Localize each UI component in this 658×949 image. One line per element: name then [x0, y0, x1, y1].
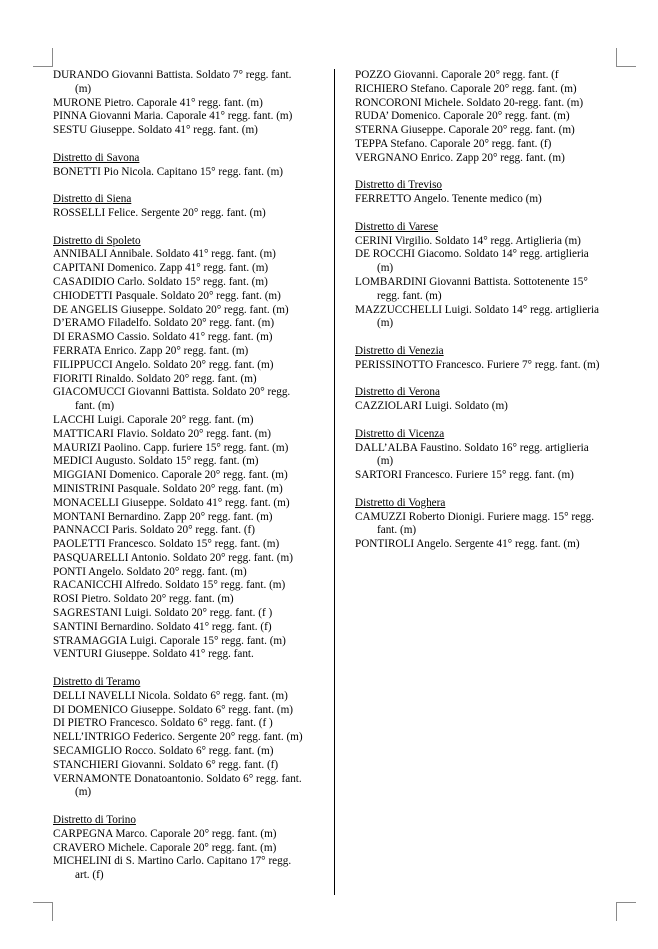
- district-section: [355, 428, 616, 483]
- entry-text: BONETTI Pio Nicola. Capitano 15° regg. fant. (m): [53, 165, 284, 178]
- entry-text: MICHELINI di S. Martino Carlo. Capitano 17° regg.: [53, 855, 292, 868]
- crop-mark-top-left: [52, 48, 53, 67]
- entry-continuation: fant. (m): [75, 400, 115, 413]
- soldier-entry: [53, 483, 314, 497]
- district-section: [355, 69, 616, 166]
- soldier-entry: [53, 497, 314, 511]
- entry-text: RACANICCHI Alfredo. Soldato 15° regg. fant. (m): [53, 579, 286, 592]
- soldier-entry: [53, 124, 314, 138]
- soldier-entry: [53, 373, 314, 387]
- entry-text: GIACOMUCCI Giovanni Battista. Soldato 20° regg.: [53, 386, 291, 399]
- soldier-entry: [355, 511, 616, 539]
- entry-text: MURONE Pietro. Caporale 41° regg. fant. (m): [53, 96, 263, 109]
- entry-text: MIGGIANI Domenico. Caporale 20° regg. fant. (m): [53, 469, 288, 482]
- soldier-entry: [53, 166, 314, 180]
- entry-text: NELL’INTRIGO Federico. Sergente 20° regg. fant. (m): [53, 731, 303, 744]
- soldier-entry: [355, 138, 616, 152]
- soldier-entry: [53, 635, 314, 649]
- crop-mark-bottom-left: [52, 902, 53, 921]
- district-heading: Distretto di Vicenza: [355, 427, 445, 440]
- entry-text: SECAMIGLIO Rocco. Soldato 6° regg. fant. (m): [53, 745, 274, 758]
- entry-text: STRAMAGGIA Luigi. Caporale 15° regg. fant. (m): [53, 634, 286, 647]
- soldier-entry: [53, 359, 314, 373]
- soldier-entry: [53, 759, 314, 773]
- entry-text: PANNACCI Paris. Soldato 20° regg. fant. (f): [53, 524, 256, 537]
- entry-text: ROSSELLI Felice. Sergente 20° regg. fant. (m): [53, 206, 266, 219]
- district-heading: Distretto di Venezia: [355, 344, 444, 357]
- soldier-entry: [53, 455, 314, 469]
- soldier-entry: [53, 428, 314, 442]
- district-section: [355, 221, 616, 331]
- entry-text: CHIODETTI Pasquale. Soldato 20° regg. fant. (m): [53, 289, 281, 302]
- soldier-entry: [53, 745, 314, 759]
- entry-text: DALL’ALBA Faustino. Soldato 16° regg. artiglieria: [355, 441, 589, 454]
- entry-continuation: regg. fant. (m): [377, 289, 442, 302]
- soldier-entry: [53, 648, 314, 662]
- entry-text: SAGRESTANI Luigi. Soldato 20° regg. fant. (f ): [53, 607, 273, 620]
- entry-continuation: art. (f): [75, 869, 104, 882]
- entry-text: MEDICI Augusto. Soldato 15° regg. fant. (m): [53, 455, 259, 468]
- right-column: [355, 69, 616, 566]
- entry-text: MATTICARI Flavio. Soldato 20° regg. fant. (m): [53, 427, 271, 440]
- district-section: [53, 235, 314, 663]
- soldier-entry: [53, 386, 314, 414]
- entry-text: CASADIDIO Carlo. Soldato 15° regg. fant. (m): [53, 275, 268, 288]
- soldier-entry: [53, 442, 314, 456]
- soldier-entry: [355, 469, 616, 483]
- soldier-entry: [355, 538, 616, 552]
- entry-text: DE ANGELIS Giuseppe. Soldato 20° regg. fant. (m): [53, 303, 289, 316]
- soldier-entry: [53, 855, 314, 883]
- soldier-entry: [355, 110, 616, 124]
- entry-text: STERNA Giuseppe. Caporale 20° regg. fant. (m): [355, 124, 575, 137]
- soldier-entry: [53, 773, 314, 801]
- entry-text: CARPEGNA Marco. Caporale 20° regg. fant. (m): [53, 827, 277, 840]
- soldier-entry: [355, 83, 616, 97]
- soldier-entry: [53, 621, 314, 635]
- soldier-entry: [53, 248, 314, 262]
- entry-text: MAZZUCCHELLI Luigi. Soldato 14° regg. artiglieria: [355, 303, 600, 316]
- soldier-entry: [53, 97, 314, 111]
- entry-continuation: (m): [377, 317, 394, 330]
- soldier-entry: [355, 235, 616, 249]
- entry-text: VERGNANO Enrico. Zapp 20° regg. fant. (m): [355, 151, 565, 164]
- district-section: [53, 152, 314, 180]
- soldier-entry: [53, 276, 314, 290]
- district-section: [355, 497, 616, 552]
- entry-text: MINISTRINI Pasquale. Soldato 20° regg. fant. (m): [53, 482, 283, 495]
- soldier-entry: [53, 304, 314, 318]
- entry-text: DI ERASMO Cassio. Soldato 41° regg. fant. (m): [53, 331, 273, 344]
- entry-text: SESTU Giuseppe. Soldato 41° regg. fant. (m): [53, 124, 258, 137]
- crop-mark-bottom-right: [616, 902, 617, 921]
- entry-text: DE ROCCHI Giacomo. Soldato 14° regg. artiglieria: [355, 248, 589, 261]
- entry-text: STANCHIERI Giovanni. Soldato 6° regg. fant. (f): [53, 758, 279, 771]
- entry-text: FIORITI Rinaldo. Soldato 20° regg. fant. (m): [53, 372, 257, 385]
- entry-continuation: fant. (m): [377, 524, 417, 537]
- entry-text: MONTANI Bernardino. Zapp 20° regg. fant. (m): [53, 510, 273, 523]
- district-section: [53, 814, 314, 883]
- soldier-entry: [53, 511, 314, 525]
- soldier-entry: [53, 538, 314, 552]
- soldier-entry: [53, 290, 314, 304]
- district-heading: Distretto di Torino: [53, 814, 136, 827]
- soldier-entry: [53, 704, 314, 718]
- district-heading: Distretto di Spoleto: [53, 234, 141, 247]
- district-section: [53, 676, 314, 800]
- entry-continuation: (m): [377, 455, 394, 468]
- entry-text: TEPPA Stefano. Caporale 20° regg. fant. (f): [355, 137, 552, 150]
- district-heading: Distretto di Savona: [53, 151, 140, 164]
- crop-mark-bottom-left: [33, 902, 52, 903]
- entry-text: CAZZIOLARI Luigi. Soldato (m): [355, 400, 508, 413]
- entry-text: CAPITANI Domenico. Zapp 41° regg. fant. (m): [53, 262, 269, 275]
- crop-mark-top-right: [616, 48, 617, 67]
- soldier-entry: [355, 248, 616, 276]
- soldier-entry: [53, 317, 314, 331]
- entry-text: RONCORONI Michele. Soldato 20-regg. fant. (m): [355, 96, 584, 109]
- soldier-entry: [53, 593, 314, 607]
- entry-text: PONTI Angelo. Soldato 20° regg. fant. (m): [53, 565, 247, 578]
- entry-continuation: (m): [75, 82, 92, 95]
- entry-text: FERRETTO Angelo. Tenente medico (m): [355, 193, 542, 206]
- soldier-entry: [355, 69, 616, 83]
- entry-text: CRAVERO Michele. Caporale 20° regg. fant. (m): [53, 841, 277, 854]
- entry-text: LOMBARDINI Giovanni Battista. Sottotenente 15°: [355, 275, 588, 288]
- soldier-entry: [53, 110, 314, 124]
- entry-text: POZZO Giovanni. Caporale 20° regg. fant. (f: [355, 69, 559, 81]
- soldier-entry: [53, 469, 314, 483]
- soldier-entry: [355, 152, 616, 166]
- soldier-entry: [355, 400, 616, 414]
- column-divider: [334, 69, 335, 895]
- entry-text: SANTINI Bernardino. Soldato 41° regg. fant. (f): [53, 620, 272, 633]
- entry-text: FILIPPUCCI Angelo. Soldato 20° regg. fant. (m): [53, 358, 274, 371]
- entry-text: ROSI Pietro. Soldato 20° regg. fant. (m): [53, 593, 234, 606]
- soldier-entry: [355, 359, 616, 373]
- district-heading: Distretto di Varese: [355, 220, 439, 233]
- entry-text: CERINI Virgilio. Soldato 14° regg. Artiglieria (m): [355, 234, 581, 247]
- soldier-entry: [53, 262, 314, 276]
- entry-text: DURANDO Giovanni Battista. Soldato 7° regg. fant.: [53, 69, 292, 81]
- soldier-entry: [53, 69, 314, 97]
- soldier-entry: [53, 828, 314, 842]
- soldier-entry: [53, 207, 314, 221]
- soldier-entry: [355, 193, 616, 207]
- district-heading: Distretto di Teramo: [53, 676, 141, 689]
- soldier-entry: [355, 442, 616, 470]
- entry-text: DI DOMENICO Giuseppe. Soldato 6° regg. fant. (m): [53, 703, 293, 716]
- soldier-entry: [53, 607, 314, 621]
- district-heading: Distretto di Voghera: [355, 496, 446, 509]
- entry-text: PASQUARELLI Antonio. Soldato 20° regg. fant. (m): [53, 551, 293, 564]
- entry-text: PONTIROLI Angelo. Sergente 41° regg. fant. (m): [355, 538, 580, 551]
- district-section: [355, 179, 616, 207]
- soldier-entry: [53, 566, 314, 580]
- entry-continuation: (m): [377, 262, 394, 275]
- soldier-entry: [53, 524, 314, 538]
- soldier-entry: [53, 552, 314, 566]
- soldier-entry: [53, 345, 314, 359]
- entry-text: PERISSINOTTO Francesco. Furiere 7° regg. fant. (m): [355, 358, 600, 371]
- entry-text: RICHIERO Stefano. Caporale 20° regg. fant. (m): [355, 82, 577, 95]
- entry-text: VENTURI Giuseppe. Soldato 41° regg. fant.: [53, 648, 254, 661]
- soldier-entry: [53, 331, 314, 345]
- soldier-entry: [53, 717, 314, 731]
- entry-text: DI PIETRO Francesco. Soldato 6° regg. fant. (f ): [53, 717, 273, 730]
- entry-text: PAOLETTI Francesco. Soldato 15° regg. fant. (m): [53, 538, 280, 551]
- district-section: [53, 69, 314, 138]
- entry-text: D’ERAMO Filadelfo. Soldato 20° regg. fant. (m): [53, 317, 275, 330]
- district-heading: Distretto di Treviso: [355, 179, 443, 192]
- soldier-entry: [53, 414, 314, 428]
- district-section: [53, 193, 314, 221]
- left-column: [53, 69, 314, 897]
- district-section: [355, 345, 616, 373]
- entry-text: PINNA Giovanni Maria. Caporale 41° regg. fant. (m): [53, 110, 293, 123]
- entry-text: FERRATA Enrico. Zapp 20° regg. fant. (m): [53, 344, 249, 357]
- entry-text: MONACELLI Giuseppe. Soldato 41° regg. fant. (m): [53, 496, 290, 509]
- district-heading: Distretto di Verona: [355, 386, 440, 399]
- entry-text: ANNIBALI Annibale. Soldato 41° regg. fant. (m): [53, 248, 276, 261]
- entry-text: LACCHI Luigi. Caporale 20° regg. fant. (m): [53, 413, 254, 426]
- entry-text: VERNAMONTE Donatoantonio. Soldato 6° regg. fant.: [53, 772, 302, 785]
- entry-text: DELLI NAVELLI Nicola. Soldato 6° regg. fant. (m): [53, 689, 288, 702]
- entry-text: MAURIZI Paolino. Capp. furiere 15° regg. fant. (m): [53, 441, 289, 454]
- soldier-entry: [53, 731, 314, 745]
- soldier-entry: [355, 304, 616, 332]
- entry-continuation: (m): [75, 786, 92, 799]
- entry-text: CAMUZZI Roberto Dionigi. Furiere magg. 15° regg.: [355, 510, 595, 523]
- soldier-entry: [355, 97, 616, 111]
- soldier-entry: [53, 842, 314, 856]
- soldier-entry: [53, 579, 314, 593]
- soldier-entry: [355, 124, 616, 138]
- entry-text: SARTORI Francesco. Furiere 15° regg. fant. (m): [355, 469, 574, 482]
- district-heading: Distretto di Siena: [53, 193, 132, 206]
- crop-mark-bottom-right: [617, 902, 636, 903]
- district-section: [355, 386, 616, 414]
- soldier-entry: [355, 276, 616, 304]
- soldier-entry: [53, 690, 314, 704]
- entry-text: RUDA’ Domenico. Caporale 20° regg. fant. (m): [355, 110, 570, 123]
- crop-mark-top-left: [33, 66, 52, 67]
- crop-mark-top-right: [617, 66, 636, 67]
